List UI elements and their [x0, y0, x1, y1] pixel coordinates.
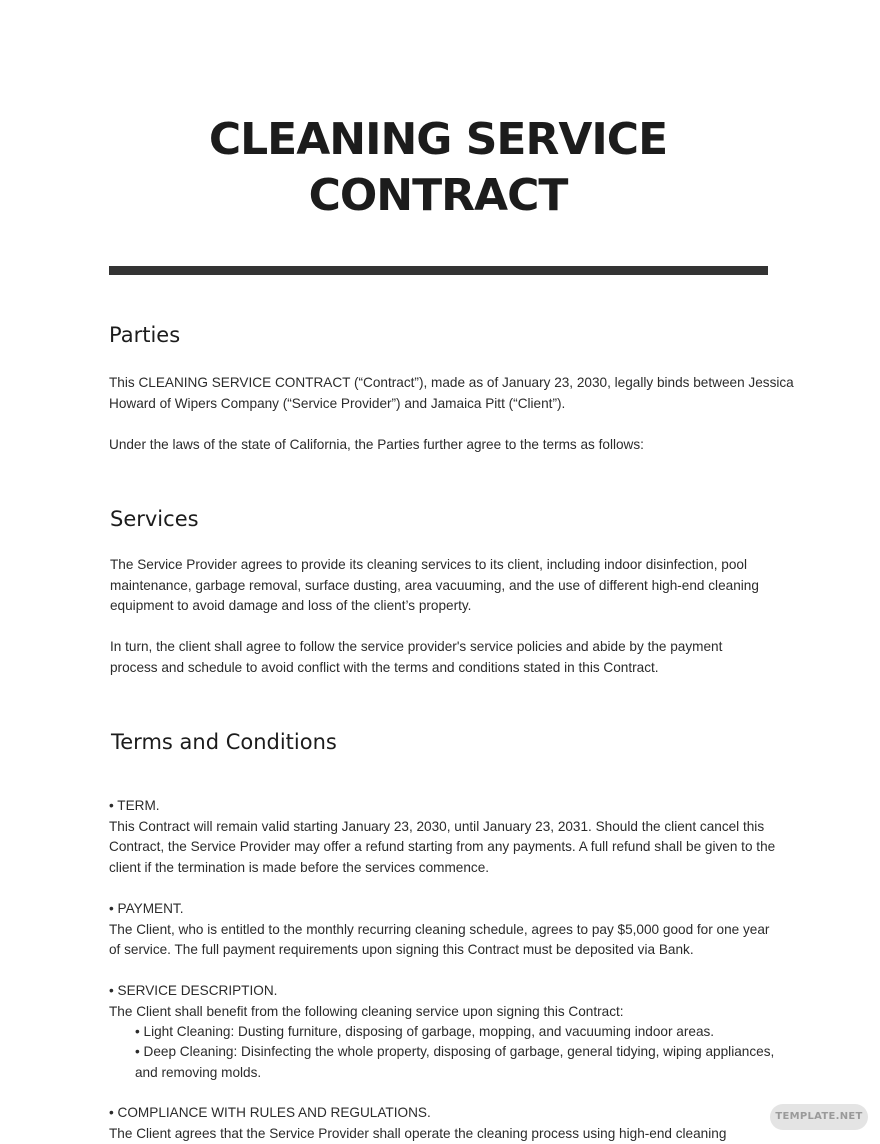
services-paragraph-2: In turn, the client shall agree to follow the service provider's service policies and abide by the payment process and schedule to avoid conflict with the terms and conditions stated in this Contract. — [110, 639, 723, 675]
terms-heading: Terms and Conditions — [111, 730, 337, 754]
light-cleaning-item: • Light Cleaning: Dusting furniture, disposing of garbage, mopping, and vacuuming indoor areas. — [135, 1024, 715, 1039]
parties-paragraph-2: Under the laws of the state of California, the Parties further agree to the terms as follows: — [109, 437, 644, 452]
parties-paragraph-1: This CLEANING SERVICE CONTRACT (“Contract”), made as of January 23, 2030, legally binds between Jessica Howard of Wipers Company (“Service Provider”) and Jamaica Pitt (“Client”). — [109, 375, 794, 411]
term-clause: • TERM. This Contract will remain valid starting January 23, 2030, until January 23, 2031. Should the client cancel this Contract, the Service Provider may offer a refund starting from any payments. A full refund shall be given to the client if the termination is made before the services commence. — [109, 798, 776, 875]
document-title-line-2: CONTRACT — [308, 170, 568, 221]
document-title — [0, 112, 876, 224]
document-title-line-1: CLEANING SERVICE — [208, 114, 668, 165]
payment-clause: • PAYMENT. The Client, who is entitled to the monthly recurring cleaning schedule, agrees to pay $5,000 good for one year of service. The full payment requirements upon signing this Contract must be deposited via Bank. — [109, 901, 770, 958]
title-divider — [109, 266, 768, 275]
parties-heading: Parties — [109, 323, 181, 347]
compliance-clause: • COMPLIANCE WITH RULES AND REGULATIONS. The Client agrees that the Service Provider shall operate the cleaning process using high-end cleaning — [109, 1105, 727, 1141]
deep-cleaning-item: • Deep Cleaning: Disinfecting the whole property, disposing of garbage, general tidying, wiping appliances, and removing molds. — [135, 1044, 775, 1080]
services-paragraph-1: The Service Provider agrees to provide its cleaning services to its client, including indoor disinfection, pool maintenance, garbage removal, surface dusting, area vacuuming, and the use of different high-end cleaning equipment to avoid damage and loss of the client’s property. — [110, 557, 759, 614]
service-description-clause: • SERVICE DESCRIPTION. The Client shall benefit from the following cleaning service upon signing this Contract: — [109, 983, 624, 1019]
services-heading: Services — [110, 507, 199, 531]
template-net-watermark: TEMPLATE.NET — [770, 1104, 868, 1130]
